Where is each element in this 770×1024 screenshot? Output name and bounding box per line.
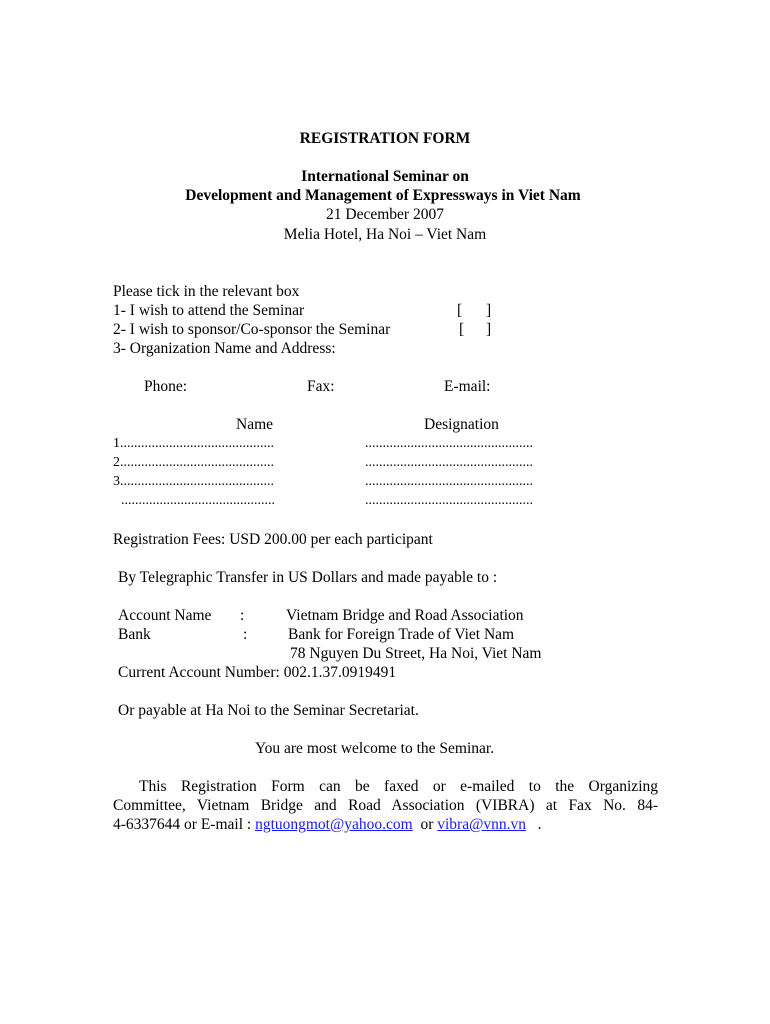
sponsor-checkbox-open: [ [459, 321, 465, 338]
bank-address: 78 Nguyen Du Street, Ha Noi, Viet Nam [290, 645, 542, 662]
seminar-title-line2: Development and Management of Expressways in Viet Nam [185, 187, 581, 204]
participant-designation-3: ................................................ [365, 474, 533, 489]
end-period: . [537, 816, 542, 833]
option-sponsor-label: 2- I wish to sponsor/Co-sponsor the Seminar [113, 321, 391, 338]
designation-column-header: Designation [424, 416, 499, 433]
account-name-label: Account Name [118, 607, 212, 624]
name-column-header: Name [236, 416, 274, 433]
participant-name-2: 2............................................ [113, 455, 274, 470]
tick-instruction: Please tick in the relevant box [113, 283, 300, 300]
fax-label: Fax: [307, 378, 335, 395]
participant-name-4: ............................................ [121, 493, 275, 508]
registration-fees: Registration Fees: USD 200.00 per each participant [113, 531, 433, 548]
fax-email-prefix: 4-6337644 or E-mail : [113, 816, 256, 833]
welcome-message: You are most welcome to the Seminar. [255, 740, 495, 757]
attend-checkbox-close: ] [486, 302, 492, 319]
bank-colon: : [243, 626, 248, 643]
email-link-vibra[interactable]: vibra@vnn.vn [437, 816, 526, 833]
seminar-title-line1: International Seminar on [301, 168, 469, 185]
email-link-yahoo[interactable]: ngtuongmot@yahoo.com [255, 816, 413, 833]
transfer-instruction: By Telegraphic Transfer in US Dollars and made payable to : [118, 569, 498, 586]
account-name-value: Vietnam Bridge and Road Association [286, 607, 524, 624]
payable-note: Or payable at Ha Noi to the Seminar Secretariat. [118, 702, 419, 719]
option-attend-label: 1- I wish to attend the Seminar [113, 302, 305, 319]
form-title: REGISTRATION FORM [299, 130, 471, 147]
bank-label: Bank [118, 626, 151, 643]
seminar-venue: Melia Hotel, Ha Noi – Viet Nam [283, 226, 487, 243]
or-text: or [420, 816, 434, 833]
phone-label: Phone: [144, 378, 188, 395]
current-account-number: Current Account Number: 002.1.37.0919491 [118, 664, 397, 681]
submission-paragraph-line3 [113, 815, 542, 834]
sponsor-checkbox-close: ] [486, 321, 492, 338]
submission-paragraph-line2: Committee, Vietnam Bridge and Road Association (VIBRA) at Fax No. 84- [113, 797, 658, 814]
participant-name-1: 1............................................ [113, 436, 274, 451]
participant-designation-2: ................................................ [365, 455, 533, 470]
bank-value: Bank for Foreign Trade of Viet Nam [288, 626, 515, 643]
submission-paragraph-line1: This Registration Form can be faxed or e-mailed to the Organizing [139, 778, 658, 795]
participant-name-3: 3............................................ [113, 474, 274, 489]
organization-label: 3- Organization Name and Address: [113, 340, 336, 357]
email-label: E-mail: [444, 378, 491, 395]
participant-designation-4: ................................................ [365, 493, 533, 508]
attend-checkbox-open: [ [457, 302, 463, 319]
seminar-date: 21 December 2007 [326, 206, 444, 223]
participant-designation-1: ................................................ [365, 436, 533, 451]
account-name-colon: : [240, 607, 245, 624]
